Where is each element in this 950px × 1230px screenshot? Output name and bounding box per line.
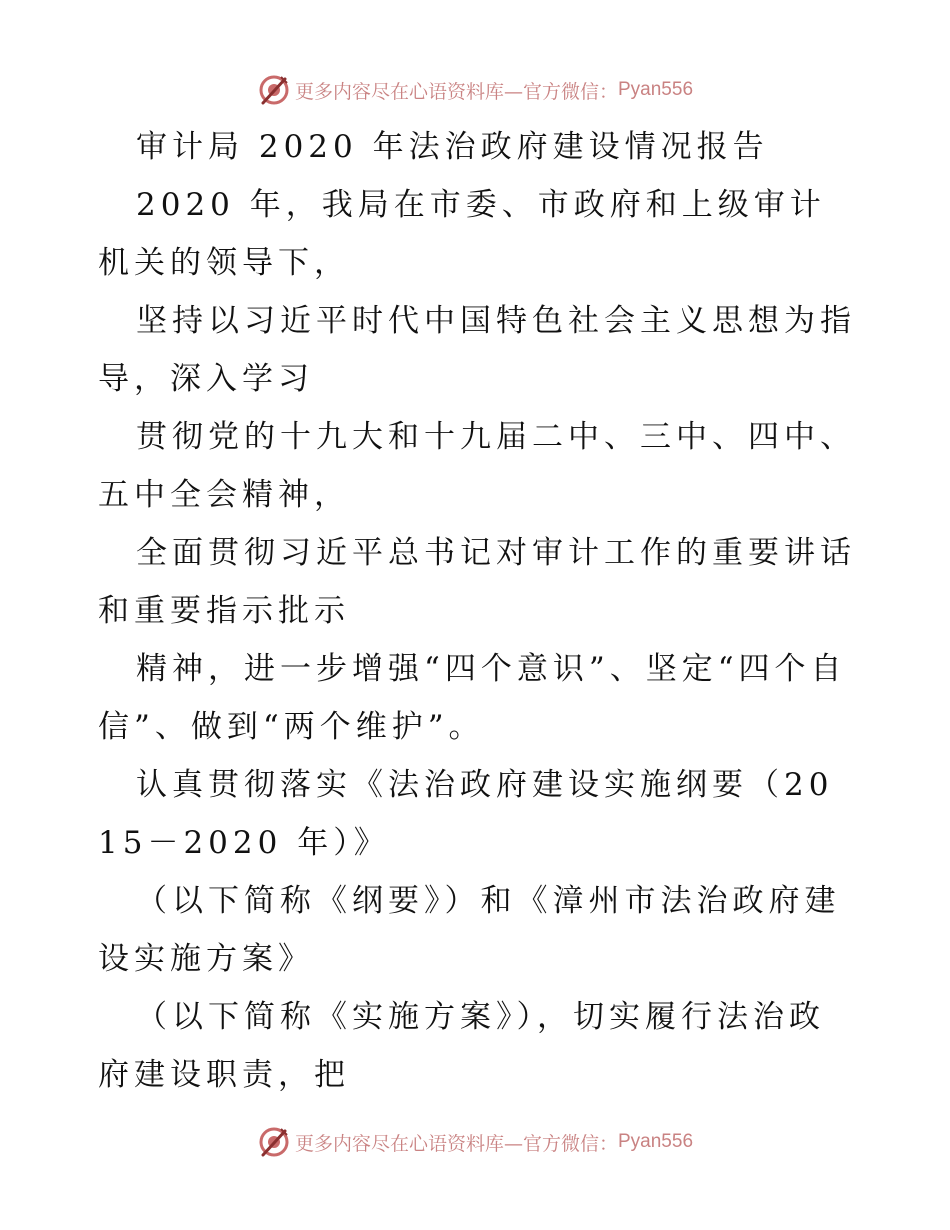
watermark-text: 更多内容尽在心语资料库—官方微信： xyxy=(294,80,618,103)
paragraph: 坚持以习近平时代中国特色社会主义思想为指导，深入学习 xyxy=(98,303,856,397)
watermark-account: Pyan556 xyxy=(618,1131,694,1152)
document-body xyxy=(98,118,858,1104)
paragraph: 精神，进一步增强“四个意识”、坚定“四个自信”、做到“两个维护”。 xyxy=(98,651,847,745)
paragraph: 2020 年，我局在市委、市政府和上级审计机关的领导下， xyxy=(98,187,826,281)
footer-watermark xyxy=(0,1122,950,1162)
pen-seal-icon xyxy=(257,1125,291,1159)
watermark-account: Pyan556 xyxy=(618,79,694,100)
paragraph: 认真贯彻落实《法治政府建设实施纲要（2015－2020 年）》 xyxy=(98,767,834,861)
document-title: 审计局 2020 年法治政府建设情况报告 xyxy=(136,129,769,165)
header-watermark xyxy=(0,70,950,110)
paragraph: （以下简称《纲要》）和《漳州市法治政府建设实施方案》 xyxy=(98,883,841,977)
paragraph: （以下简称《实施方案》），切实履行法治政府建设职责，把 xyxy=(98,999,825,1093)
paragraph: 贯彻党的十九大和十九届二中、三中、四中、五中全会精神， xyxy=(98,419,856,513)
watermark-text: 更多内容尽在心语资料库—官方微信： xyxy=(294,1132,618,1155)
paragraph: 全面贯彻习近平总书记对审计工作的重要讲话和重要指示批示 xyxy=(98,535,856,629)
pen-seal-icon xyxy=(257,73,291,107)
